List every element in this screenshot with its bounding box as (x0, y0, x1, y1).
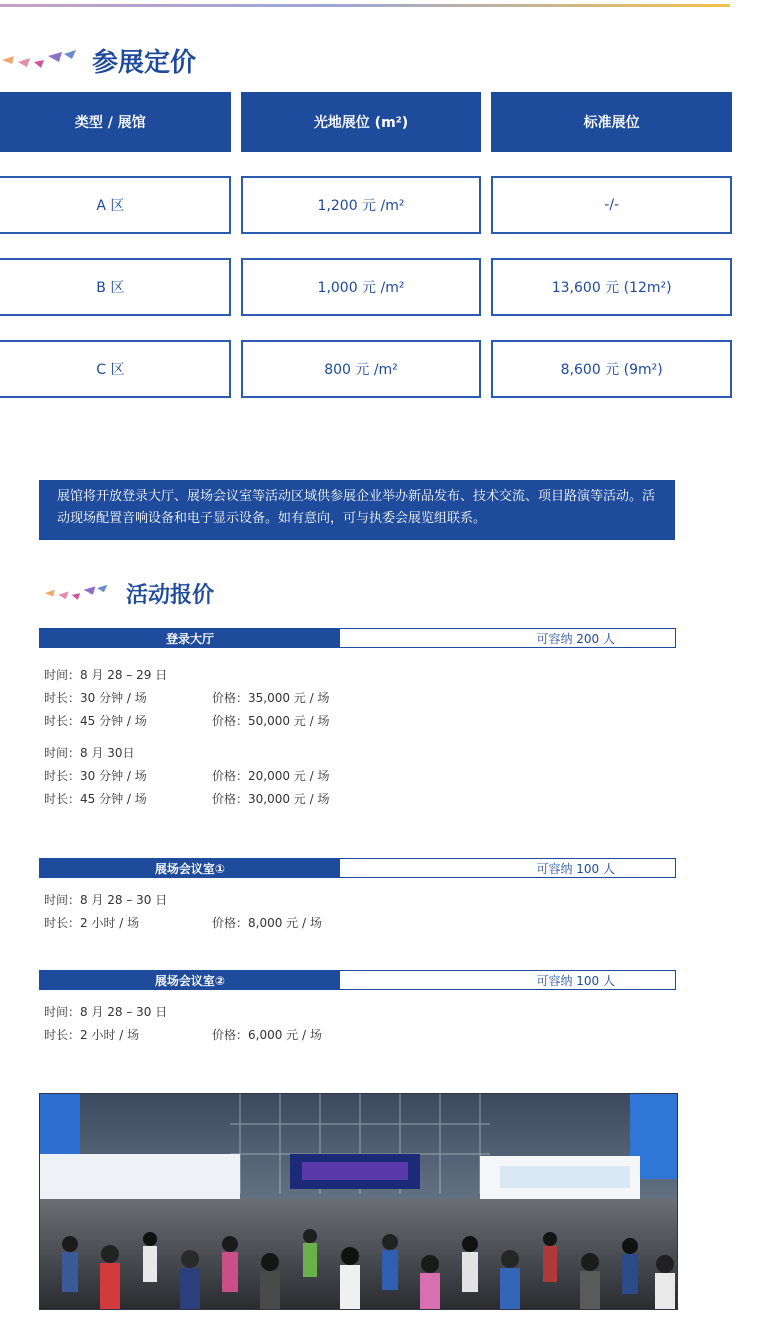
time-text: 时间：8 月 28 – 30 日 (44, 1005, 168, 1019)
table-cell: 1,200 元 /m² (241, 176, 482, 234)
venue-capacity: 可容纳 100 人 (536, 861, 615, 876)
exhibition-hall-photo (39, 1093, 678, 1310)
venue-details-meeting-room-1 (44, 891, 322, 937)
table-header-row (0, 92, 732, 152)
table-row (0, 340, 732, 398)
venue-name: 登录大厅 (40, 629, 340, 647)
venue-name: 展场会议室② (40, 971, 340, 989)
price-text: 价格：35,000 元 / 场 (212, 691, 330, 705)
venue-capacity: 可容纳 100 人 (536, 973, 615, 988)
section-title-text: 参展定价 (92, 48, 197, 78)
table-header-cell: 类型 / 展馆 (0, 92, 231, 152)
confetti-decoration-icon (40, 583, 112, 605)
duration-text: 时长：30 分钟 / 场 (44, 769, 147, 783)
notice-box: 展馆将开放登录大厅、展场会议室等活动区域供参展企业举办新品发布、技术交流、项目路演等活动。活动现场配置音响设备和电子显示设备。如有意向，可与执委会展览组联系。 (39, 480, 675, 540)
table-cell: B 区 (0, 258, 231, 316)
duration-text: 时长：2 小时 / 场 (44, 916, 140, 930)
duration-text: 时长：2 小时 / 场 (44, 1028, 140, 1042)
time-text: 时间：8 月 30日 (44, 746, 135, 760)
table-cell: 800 元 /m² (241, 340, 482, 398)
time-text: 时间：8 月 28 – 30 日 (44, 893, 168, 907)
table-cell: -/- (491, 176, 732, 234)
table-header-cell: 标准展位 (491, 92, 732, 152)
table-cell: 8,600 元 (9m²) (491, 340, 732, 398)
venue-bar-lobby (39, 628, 676, 648)
venue-details-lobby (44, 666, 329, 813)
confetti-decoration-icon (0, 48, 78, 74)
table-header-cell: 光地展位 (m²) (241, 92, 482, 152)
duration-text: 时长：45 分钟 / 场 (44, 714, 147, 728)
venue-bar-meeting-room-2 (39, 970, 676, 990)
venue-details-meeting-room-2 (44, 1003, 322, 1049)
price-text: 价格：30,000 元 / 场 (212, 792, 330, 806)
price-text: 价格：50,000 元 / 场 (212, 714, 330, 728)
section-title-text: 活动报价 (126, 583, 215, 608)
price-text: 价格：8,000 元 / 场 (212, 916, 322, 930)
table-row (0, 258, 732, 316)
duration-text: 时长：30 分钟 / 场 (44, 691, 147, 705)
price-text: 价格：6,000 元 / 场 (212, 1028, 322, 1042)
table-cell: 1,000 元 /m² (241, 258, 482, 316)
table-cell: C 区 (0, 340, 231, 398)
top-divider (0, 4, 730, 7)
venue-name: 展场会议室① (40, 859, 340, 877)
section-title-pricing (0, 42, 196, 79)
price-text: 价格：20,000 元 / 场 (212, 769, 330, 783)
table-cell: A 区 (0, 176, 231, 234)
table-cell: 13,600 元 (12m²) (491, 258, 732, 316)
venue-bar-meeting-room-1 (39, 858, 676, 878)
venue-capacity: 可容纳 200 人 (536, 631, 615, 646)
duration-text: 时长：45 分钟 / 场 (44, 792, 147, 806)
time-text: 时间：8 月 28 – 29 日 (44, 668, 168, 682)
table-row (0, 176, 732, 234)
price-table (0, 92, 732, 422)
section-title-activity (40, 578, 214, 609)
